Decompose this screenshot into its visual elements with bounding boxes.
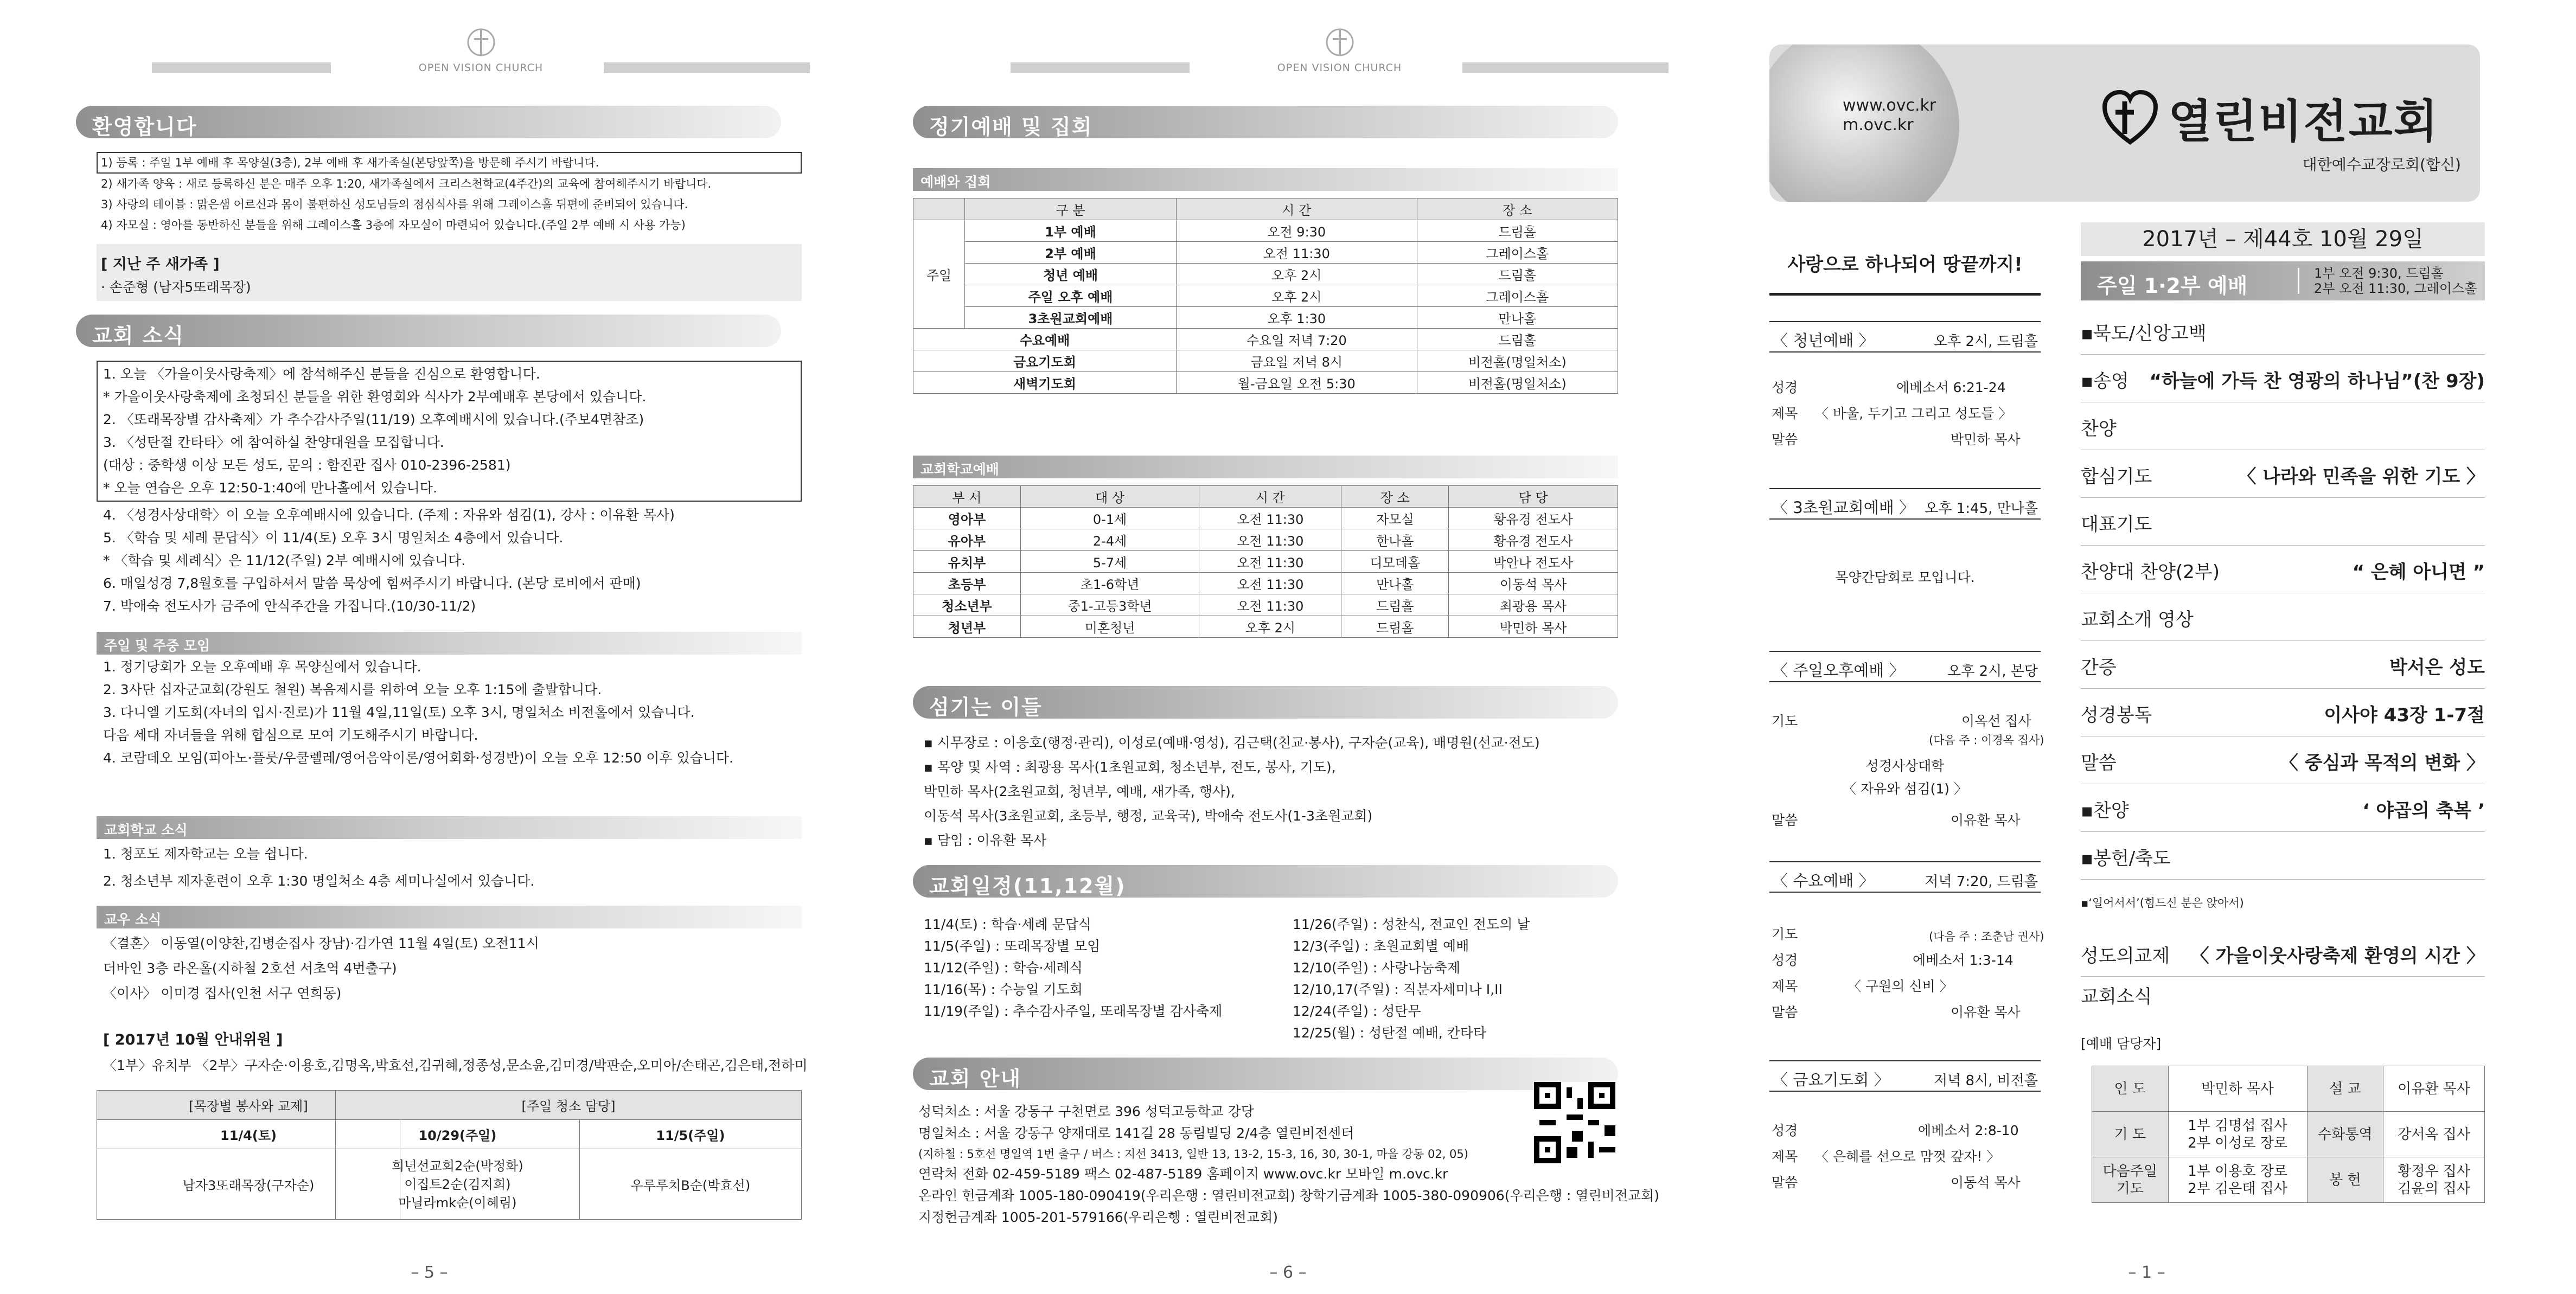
worship-cell: 오전 11:30 xyxy=(1177,242,1417,264)
worship-cell: 드림홀 xyxy=(1417,264,1618,285)
school-cell: 미혼청년 xyxy=(1020,616,1199,638)
servant-line: ▪ 시무장로 : 이응호(행정·관리), 이성로(예배·영성), 김근택(친교·봉사), 구자순(교육), 배명원(선교·전도) xyxy=(924,735,1540,751)
duty-cell: 1부 김명섭 집사 2부 이성로 장로 xyxy=(2168,1112,2307,1157)
duty-cell: 황정우 집사 김윤의 집사 xyxy=(2383,1157,2485,1203)
guide-line: 연락처 전화 02-459-5189 팩스 02-487-5189 홈페이지 www.ovc.kr 모바일 m.ovc.kr xyxy=(918,1166,1448,1182)
schedule-item: 12/10,17(주일) : 직분자세미나 I,II xyxy=(1293,982,1503,997)
friday-service-title: 〈 금요기도회 〉 저녁 8시, 비전홀 xyxy=(1769,1060,2041,1092)
worship-cell: 월-금요일 오전 5:30 xyxy=(1177,372,1417,394)
welcome-line: 3) 사랑의 테이블 : 맑은샘 어르신과 몸이 불편하신 성도님들의 점심식사를 위해 그레이스홀 뒤편에 준비되어 있습니다. xyxy=(101,198,688,211)
member-line: 〈결혼〉 이동열(이양찬,김병순집사 장남)·김가연 11월 4일(토) 오전11시 xyxy=(103,936,539,951)
meeting-line: 4. 코람데오 모임(피아노·플룻/우쿨렐레/영어음악이론/영어회화·성경반)이 오늘 오후 12:50 이후 있습니다. xyxy=(103,750,733,766)
news-line: * 〈학습 및 세례식〉은 11/12(주일) 2부 예배시에 있습니다. xyxy=(103,553,466,568)
duty-table xyxy=(2092,1066,2485,1203)
worship-row xyxy=(913,285,1618,307)
welcome-heading: 환영합니다 xyxy=(76,106,781,138)
worship-cell: 드림홀 xyxy=(1417,220,1618,242)
youth-service-title: 〈 청년예배 〉 오후 2시, 드림홀 xyxy=(1769,321,2041,353)
school-cell: 황유경 전도사 xyxy=(1449,529,1618,551)
school-cell: 이동석 목사 xyxy=(1449,573,1618,594)
servants-heading: 섬기는 이들 xyxy=(913,686,1618,719)
school-cell: 드림홀 xyxy=(1341,616,1449,638)
order-item: ▪묵도/신앙고백 xyxy=(2081,323,2207,344)
order-item: ▪송영 “하늘에 가득 찬 영광의 하나님”(찬 9장) xyxy=(2081,370,2485,392)
page-number: – 6 – xyxy=(1269,1263,1307,1282)
news-line: * 오늘 연습은 오후 12:50-1:40에 만나홀에서 있습니다. xyxy=(103,480,437,496)
page-number: – 5 – xyxy=(411,1263,448,1282)
page-5 xyxy=(0,0,859,1294)
school-cell: 초등부 xyxy=(913,573,1021,594)
worship-row xyxy=(913,329,1618,350)
school-cell: 드림홀 xyxy=(1341,594,1449,616)
cleaning-table: [주일 청소 담당] 10/29(주일) 11/5(주일) 희년선교회2순(박정화) 이집트2순(김지희) 마닐라mk순(이혜림) 우루루치B순(박효선) xyxy=(335,1090,802,1220)
worship-table: 구 분 시 간 장 소 주일 1부 예배 오전 9:30 드림홀 2부 예배 오전 11:30 그레이스홀 청년 예배 오후 2시 드림홀 주일 오후 예배 오후 2시 그레이스홀 3초원교회예배 오후 1:30 만나홀 수요예배 수요일 저녁 7:20 드림홀 금요기도회 금요일 저녁 8시 비전홀(명일처소) 새벽기도회 월-금요일 오전 5:30 비전홀(명일처소) xyxy=(913,198,1618,394)
news-line: (대상 : 중학생 이상 모든 성도, 문의 : 함진관 집사 010-2396-2581) xyxy=(103,457,511,473)
news-line: 3. 〈성탄절 칸타타〉에 참여하실 찬양대원을 모집합니다. xyxy=(103,434,444,450)
schedule-item: 11/4(토) : 학습·세례 문답식 xyxy=(924,917,1092,932)
guide-line: (지하철 : 5호선 명일역 1번 출구 / 버스 : 지선 3413, 일반 13, 13-2, 15-3, 16, 30, 30-1, 마을 강동 02, 05) xyxy=(918,1148,1468,1161)
worship-cell: 그레이스홀 xyxy=(1417,285,1618,307)
schedule-item: 12/3(주일) : 초원교회별 예배 xyxy=(1293,938,1469,954)
school-cell: 2-4세 xyxy=(1020,529,1199,551)
school-line: 1. 청포도 제자학교는 오늘 쉽니다. xyxy=(103,846,308,862)
worship-cell: 만나홀 xyxy=(1417,307,1618,329)
schedule-item: 11/5(주일) : 또래목장별 모임 xyxy=(924,938,1101,954)
church-name: 열린비전교회 xyxy=(2168,95,2439,148)
order-item: 대표기도 xyxy=(2081,514,2152,535)
worship-heading: 정기예배 및 집회 xyxy=(913,106,1618,138)
worship-cell: 오전 9:30 xyxy=(1177,220,1417,242)
sunday-label: 주일 xyxy=(913,220,965,329)
order-item: 교회소개 영상 xyxy=(2081,609,2194,631)
school-line: 2. 청소년부 제자훈련이 오후 1:30 명일처소 4층 세미나실에서 있습니다. xyxy=(103,873,535,889)
servant-line: 이동석 목사(3초원교회, 초등부, 행정, 교육국), 박애숙 전도사(1-3초원교회) xyxy=(924,808,1373,824)
order-item: 성경봉독 이사야 43장 1-7절 xyxy=(2081,704,2485,726)
guide-line: 명일처소 : 서울 강동구 양재대로 141길 28 동림빌딩 2/4층 열린비전센터 xyxy=(918,1125,1354,1141)
worship-cell: 비전홀(명일처소) xyxy=(1417,350,1618,372)
school-cell: 황유경 전도사 xyxy=(1449,508,1618,529)
schedule-item: 12/25(월) : 성탄절 예배, 칸타타 xyxy=(1293,1025,1487,1041)
worship-row xyxy=(913,242,1618,264)
member-line: 더바인 3층 라온홀(지하철 2호선 서초역 4번출구) xyxy=(103,960,397,976)
duty-cell: 강서옥 집사 xyxy=(2383,1112,2485,1157)
worship-row xyxy=(913,220,1618,242)
schedule-right xyxy=(1293,914,1530,1044)
service-table: [목장별 봉사와 교제] 11/4(토) 남자3또래목장(구자순) xyxy=(97,1090,400,1220)
school-cell: 0-1세 xyxy=(1020,508,1199,529)
schedule-item: 11/12(주일) : 학습·세례식 xyxy=(924,960,1083,976)
school-cell: 유아부 xyxy=(913,529,1021,551)
stand-note: ▪‘일어서서’(힘드신 분은 앉아서) xyxy=(2081,896,2244,909)
school-cell: 자모실 xyxy=(1341,508,1449,529)
worship-cell: 드림홀 xyxy=(1417,329,1618,350)
mobile-url[interactable]: m.ovc.kr xyxy=(1843,116,1914,134)
order-item: ▪찬양 ‘ 야곱의 축복 ’ xyxy=(2081,800,2485,822)
worship-row xyxy=(913,264,1618,285)
school-cell: 오전 11:30 xyxy=(1199,594,1341,616)
duty-cell: 기 도 xyxy=(2092,1112,2169,1157)
schedule-item: 11/16(목) : 수능일 기도회 xyxy=(924,982,1083,997)
order-item: 말씀 〈 중심과 목적의 변화 〉 xyxy=(2081,752,2485,774)
welcome-line: 4) 자모실 : 영아를 동반하신 분들을 위해 그레이스홀 3층에 자모실이 마련되어 있습니다.(주일 2부 예배 시 사용 가능) xyxy=(101,219,686,232)
worship-cell: 그레이스홀 xyxy=(1417,242,1618,264)
meeting-line: 3. 다니엘 기도회(자녀의 입시·진로)가 11월 4일,11일(토) 오후 3시, 명일처소 비전홀에서 있습니다. xyxy=(103,704,695,720)
school-cell: 오전 11:30 xyxy=(1199,573,1341,594)
worship-row xyxy=(913,307,1618,329)
schedule-item: 12/10(주일) : 사랑나눔축제 xyxy=(1293,960,1461,976)
website-url[interactable]: www.ovc.kr xyxy=(1843,96,1936,115)
guide-line: 지정헌금계좌 1005-201-579166(우리은행 : 열린비전교회) xyxy=(918,1209,1278,1225)
news-line: * 가을이웃사랑축제에 초청되신 분들을 위한 환영회와 식사가 2부예배후 본당에서 있습니다. xyxy=(103,389,647,405)
worship-cell: 오후 2시 xyxy=(1177,264,1417,285)
school-cell: 오전 11:30 xyxy=(1199,551,1341,573)
servant-line: ▪ 목양 및 사역 : 최광용 목사(1초원교회, 청소년부, 전도, 봉사, 기도), xyxy=(924,759,1336,775)
school-cell: 오후 2시 xyxy=(1199,616,1341,638)
school-cell: 영아부 xyxy=(913,508,1021,529)
news-heading: 교회 소식 xyxy=(76,315,781,347)
order-item: 합심기도 〈 나라와 민족을 위한 기도 〉 xyxy=(2081,466,2485,488)
worship-cell: 청년 예배 xyxy=(965,264,1177,285)
running-header xyxy=(152,22,810,81)
worship-cell: 비전홀(명일처소) xyxy=(1417,372,1618,394)
order-item: 간증 박서은 성도 xyxy=(2081,657,2485,678)
news-line: 7. 박애숙 전도사가 금주에 안식주간을 가집니다.(10/30-11/2) xyxy=(103,598,476,614)
news-line: 5. 〈학습 및 세례 문답식〉이 11/4(토) 오후 3시 명일처소 4층에서 있습니다. xyxy=(103,530,564,546)
school-cell: 최광용 목사 xyxy=(1449,594,1618,616)
worship-row xyxy=(913,350,1618,372)
school-cell: 초1-6학년 xyxy=(1020,573,1199,594)
wednesday-service-title: 〈 수요예배 〉 저녁 7:20, 드림홀 xyxy=(1769,861,2041,893)
school-cell: 유치부 xyxy=(913,551,1021,573)
last-week-heading: [ 지난 주 새가족 ] xyxy=(101,256,220,273)
worship-cell: 오후 1:30 xyxy=(1177,307,1417,329)
school-row xyxy=(913,594,1618,616)
school-cell: 디모데홀 xyxy=(1341,551,1449,573)
news-line: 2. 〈또래목장별 감사축제〉가 추수감사주일(11/19) 오후예배시에 있습니다.(주보4면참조) xyxy=(103,412,644,427)
order-item: 찬양대 찬양(2부) “ 은혜 아니면 ” xyxy=(2081,561,2485,583)
meeting-line: 1. 정기당회가 오늘 오후예배 후 목양실에서 있습니다. xyxy=(103,659,421,675)
welcome-line: 1) 등록 : 주일 1부 예배 후 목양실(3층), 2부 예배 후 새가족실(본당앞쪽)을 방문해 주시기 바랍니다. xyxy=(101,156,599,169)
duty-cell: 1부 이용호 장로 2부 김은태 집사 xyxy=(2168,1157,2307,1203)
school-table: 부 서 대 상 시 간 장 소 담 당 영아부 0-1세 오전 11:30 자모실 황유경 전도사 유아부 2-4세 오전 11:30 한나홀 황유경 전도사 유치부 5-7세 오전 11:30 디모데홀 박안나 전도사 초등부 초1-6학년 오전 11:30 만나홀 이동석 목사 청소년부 중1-고등3학년 오전 11:30 드림홀 최광용 목사 청년부 미혼청년 오후 2시 드림홀 박민하 목사 xyxy=(913,485,1618,638)
meeting-line: 다음 세대 자녀들을 위해 합심으로 모여 기도해주시기 바랍니다. xyxy=(103,727,478,743)
qr-code-icon[interactable] xyxy=(1534,1082,1615,1163)
page-1: www.ovc.kr m.ovc.kr 열린비전교회 대한예수교장로회(합신) 2017년 – 제44호 10월 29일 사랑으로 하나되어 땅끝까지! 주일 1·2부 예배 1부 오전 9:30, 드림홀 2부 오전 11:30, 그레이스홀 〈 청년예배 〉 오후 2시, 드림홀 성경 에베소서 6:21-24 제목 〈 바울, 두기고 그리고 성도들 〉 말씀 박민하 목사 〈 3초원교회예배 〉 오후 1:45, 만나홀 목양간담회로 모입니다. 〈 주일오후예배 〉 오후 2시, 본당 기도 이옥선 집사 (다음 주 : 이경옥 집사) 성경사상대학 〈 자유와 섬김(1) 〉 말씀 이유환 목사 〈 수요예배 〉 저녁 7:20, 드림홀 기도 (다음 주 : 조춘남 권사) 성경 에베소서 1:3-14 제목 〈 구원의 신비 〉 말씀 이유환 목사 〈 금요기도회 〉 저녁 8시, 비전홀 성경 에베소서 2:8-10 제목 〈 은혜를 선으로 맘껏 갚자! 〉 말씀 이동석 목사 ▪묵도/신앙고백 ▪송영 “하늘에 가득 찬 영광의 하나님”(찬 9장) 찬양 합심기도 〈 나라와 민족을 위한 기도 〉 대표기도 찬양대 찬양(2부) “ 은혜 아니면 ” 교회소개 영상 간증 박서은 성도 성경봉독 이사야 43장 1-7절 말씀 〈 중심과 목적의 변화 〉 ▪찬양 ‘ 야곱의 축복 ’ ▪봉헌/축도 ▪‘일어서서’(힘드신 분은 앉아서) 성도의교제 〈 가을이웃사랑축제 환영의 시간 〉 교회소식 [예배 담당자] 인 도 박민하 목사 설 교 이유환 목사 기 도 1부 김명섭 집사 2부 이성로 장로 수화통역 강서옥 집사 다음주일 기도 1부 이용호 장로 2부 김은태 집사 봉 헌 황정우 집사 김윤의 집사 – 1 – xyxy=(1717,0,2576,1294)
church-news-row: 교회소식 xyxy=(2081,986,2152,1008)
worship-cell: 오후 2시 xyxy=(1177,285,1417,307)
last-week-member: · 손준형 (남자5또래목장) xyxy=(101,279,251,295)
school-row xyxy=(913,616,1618,638)
worship-cell: 새벽기도회 xyxy=(913,372,1177,394)
worship-cell: 금요기도회 xyxy=(913,350,1177,372)
meetings-heading: 주일 및 주중 모임 xyxy=(97,632,802,655)
duty-cell: 이유환 목사 xyxy=(2383,1066,2485,1112)
service-banner: 주일 1·2부 예배 1부 오전 9:30, 드림홀 2부 오전 11:30, 그레이스홀 xyxy=(2081,261,2485,300)
school-heading: 교회학교 소식 xyxy=(97,816,802,839)
school-cell: 중1-고등3학년 xyxy=(1020,594,1199,616)
fellowship-row: 성도의교제 〈 가을이웃사랑축제 환영의 시간 〉 xyxy=(2081,945,2485,967)
page-6 xyxy=(859,0,1717,1294)
news-line: 4. 〈성경사상대학〉이 오늘 오후예배시에 있습니다. (주제 : 자유와 섬김(1), 강사 : 이유환 목사) xyxy=(103,507,675,523)
header-church-name: OPEN VISION CHURCH xyxy=(1277,62,1402,74)
duty-heading: [예배 담당자] xyxy=(2081,1036,2162,1052)
duty-cell: 다음주일 기도 xyxy=(2092,1157,2169,1203)
servant-line: 박민하 목사(2초원교회, 청년부, 예배, 새가족, 행사), xyxy=(924,784,1235,799)
duty-cell: 설 교 xyxy=(2307,1066,2383,1112)
schedule-left xyxy=(924,914,1222,1022)
church-logo-icon xyxy=(462,22,500,60)
duty-cell: 인 도 xyxy=(2092,1066,2169,1112)
school-cell: 오전 11:30 xyxy=(1199,508,1341,529)
news-line: 6. 매일성경 7,8월호를 구입하셔서 말씀 묵상에 힘써주시기 바랍니다. (본당 로비에서 판매) xyxy=(103,575,641,591)
school-cell: 청소년부 xyxy=(913,594,1021,616)
duty-row xyxy=(2092,1157,2485,1203)
schedule-item: 11/26(주일) : 성찬식, 전교인 전도의 날 xyxy=(1293,917,1530,932)
school-row xyxy=(913,529,1618,551)
order-item: 찬양 xyxy=(2081,418,2117,440)
school-cell: 박안나 전도사 xyxy=(1449,551,1618,573)
school-row xyxy=(913,551,1618,573)
duty-row xyxy=(2092,1112,2485,1157)
order-item: ▪봉헌/축도 xyxy=(2081,848,2171,869)
duty-cell: 박민하 목사 xyxy=(2168,1066,2307,1112)
duty-row xyxy=(2092,1066,2485,1112)
meeting-line: 2. 3사단 십자군교회(강원도 철원) 복음제시를 위하여 오늘 오후 1:15에 출발합니다. xyxy=(103,682,602,697)
church-logo-icon xyxy=(2100,88,2160,148)
committee-list: 〈1부〉유치부 〈2부〉구자순·이용호,김명옥,박효선,김귀혜,정종성,문소윤,김미경/박판순,오미아/손태곤,김은태,전하미 xyxy=(103,1058,808,1073)
committee-heading: [ 2017년 10월 안내위원 ] xyxy=(103,1032,283,1048)
servant-line: ▪ 담임 : 이유환 목사 xyxy=(924,832,1047,848)
slogan: 사랑으로 하나되어 땅끝까지! xyxy=(1787,254,2023,276)
worship-cell: 1부 예배 xyxy=(965,220,1177,242)
worship-row xyxy=(913,372,1618,394)
member-line: 〈이사〉 이미경 집사(인천 서구 연희동) xyxy=(103,985,342,1001)
duty-cell: 봉 헌 xyxy=(2307,1157,2383,1203)
news-line: 1. 오늘 〈가을이웃사랑축제〉에 참석해주신 분들을 진심으로 환영합니다. xyxy=(103,366,540,382)
school-row xyxy=(913,573,1618,594)
school-sub-heading: 교회학교예배 xyxy=(913,456,1618,478)
school-cell: 오전 11:30 xyxy=(1199,529,1341,551)
schedule-heading: 교회일정(11,12월) xyxy=(913,865,1618,898)
worship-cell: 금요일 저녁 8시 xyxy=(1177,350,1417,372)
worship-cell: 3초원교회예배 xyxy=(965,307,1177,329)
worship-cell: 수요예배 xyxy=(913,329,1177,350)
worship-cell: 수요일 저녁 7:20 xyxy=(1177,329,1417,350)
guide-line: 성덕처소 : 서울 강동구 구천면로 396 성덕고등학교 강당 xyxy=(918,1104,1254,1119)
cover-banner xyxy=(1769,44,2480,202)
running-header xyxy=(1011,22,1669,81)
denomination: 대한예수교장로회(합신) xyxy=(2302,156,2461,174)
school-cell: 청년부 xyxy=(913,616,1021,638)
welcome-line: 2) 새가족 양육 : 새로 등록하신 분은 매주 오후 1:20, 새가족실에서 크리스천학교(4주간)의 교육에 참여해주시기 바랍니다. xyxy=(101,177,712,190)
school-cell: 한나홀 xyxy=(1341,529,1449,551)
guide-heading: 교회 안내 xyxy=(913,1058,1618,1090)
worship-sub-heading: 예배와 집회 xyxy=(913,168,1618,191)
school-row xyxy=(913,508,1618,529)
duty-cell: 수화통역 xyxy=(2307,1112,2383,1157)
schedule-item: 11/19(주일) : 추수감사주일, 또래목장별 감사축제 xyxy=(924,1003,1223,1019)
header-church-name: OPEN VISION CHURCH xyxy=(418,62,544,74)
member-heading: 교우 소식 xyxy=(97,906,802,928)
school-cell: 박민하 목사 xyxy=(1449,616,1618,638)
worship-cell: 2부 예배 xyxy=(965,242,1177,264)
schedule-item: 12/24(주일) : 성탄무 xyxy=(1293,1003,1421,1019)
page-number: – 1 – xyxy=(2128,1263,2165,1282)
school-cell: 5-7세 xyxy=(1020,551,1199,573)
third-service-title: 〈 3초원교회예배 〉 오후 1:45, 만나홀 xyxy=(1769,488,2041,520)
guide-line: 온라인 헌금계좌 1005-180-090419(우리은행 : 열린비전교회) 창학기금계좌 1005-380-090906(우리은행 : 열린비전교회) xyxy=(918,1188,1660,1203)
church-logo-icon xyxy=(1321,22,1359,60)
afternoon-service-title: 〈 주일오후예배 〉 오후 2시, 본당 xyxy=(1769,651,2041,682)
worship-cell: 주일 오후 예배 xyxy=(965,285,1177,307)
issue-date: 2017년 – 제44호 10월 29일 xyxy=(2081,222,2485,256)
school-cell: 만나홀 xyxy=(1341,573,1449,594)
